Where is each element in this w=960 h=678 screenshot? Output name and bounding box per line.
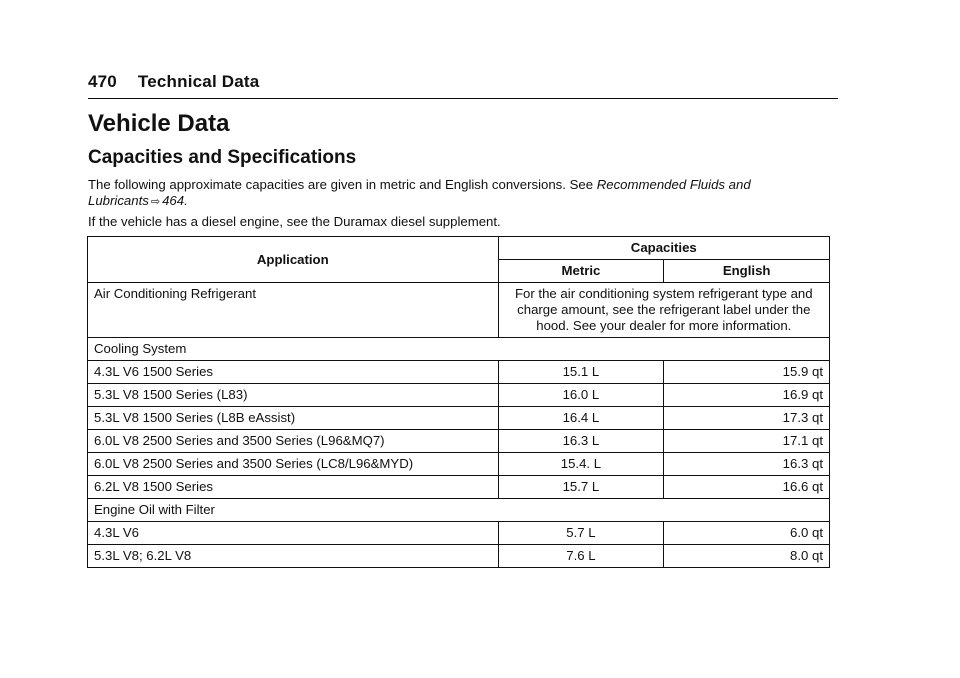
cell-application: 5.3L V8 1500 Series (L8B eAssist) (88, 407, 499, 430)
cell-english: 15.9 qt (664, 361, 830, 384)
table-body (88, 283, 830, 568)
table-row (88, 522, 830, 545)
cell-english: 6.0 qt (664, 522, 830, 545)
subsection-title: Capacities and Specifications (88, 147, 357, 168)
cell-metric: 5.7 L (498, 522, 664, 545)
page-number: 470 (88, 72, 117, 91)
cell-application: 6.0L V8 2500 Series and 3500 Series (L96&MQ7) (88, 430, 499, 453)
header-metric: Metric (498, 260, 664, 283)
chapter-title: Technical Data (137, 72, 260, 91)
table-row (88, 407, 830, 430)
table-row (88, 476, 830, 499)
cross-reference-link[interactable]: Recommended Fluids and Lubricants (88, 177, 751, 208)
cell-metric: 16.0 L (498, 384, 664, 407)
cell-application: 4.3L V6 1500 Series (88, 361, 499, 384)
table-row (88, 453, 830, 476)
table-row (88, 384, 830, 407)
cell-metric: 16.4 L (498, 407, 664, 430)
group-label: Cooling System (88, 338, 830, 361)
refrigerant-note: For the air conditioning system refrigerant type and charge amount, see the refrigerant label under the hood. See your dealer for more information. (498, 283, 829, 338)
page-header (88, 72, 259, 92)
header-divider (88, 98, 838, 99)
refrigerant-application: Air Conditioning Refrigerant (88, 283, 499, 338)
cell-application: 5.3L V8; 6.2L V8 (88, 545, 499, 568)
cross-reference-page[interactable]: 464. (162, 193, 188, 208)
group-row-cooling-system (88, 338, 830, 361)
diesel-note: If the vehicle has a diesel engine, see the Duramax diesel supplement. (88, 214, 501, 229)
group-row-engine-oil (88, 499, 830, 522)
cell-metric: 15.1 L (498, 361, 664, 384)
intro-paragraph (88, 177, 828, 210)
cell-english: 16.9 qt (664, 384, 830, 407)
cell-application: 4.3L V6 (88, 522, 499, 545)
table-row-refrigerant (88, 283, 830, 338)
cell-english: 16.3 qt (664, 453, 830, 476)
header-application: Application (88, 237, 499, 283)
cell-metric: 15.4. L (498, 453, 664, 476)
cell-application: 5.3L V8 1500 Series (L83) (88, 384, 499, 407)
cell-metric: 15.7 L (498, 476, 664, 499)
cell-english: 8.0 qt (664, 545, 830, 568)
table-row (88, 430, 830, 453)
cell-application: 6.2L V8 1500 Series (88, 476, 499, 499)
cell-english: 16.6 qt (664, 476, 830, 499)
table-row (88, 545, 830, 568)
header-english: English (664, 260, 830, 283)
cell-english: 17.3 qt (664, 407, 830, 430)
section-title: Vehicle Data (88, 110, 230, 137)
cell-metric: 16.3 L (498, 430, 664, 453)
cell-english: 17.1 qt (664, 430, 830, 453)
cell-application: 6.0L V8 2500 Series and 3500 Series (LC8/L96&MYD) (88, 453, 499, 476)
page-reference-icon: ⇨ (150, 196, 161, 208)
header-capacities: Capacities (498, 237, 829, 260)
cell-metric: 7.6 L (498, 545, 664, 568)
intro-text: The following approximate capacities are given in metric and English conversions. See (88, 177, 594, 192)
group-label: Engine Oil with Filter (88, 499, 830, 522)
capacities-table (87, 236, 830, 568)
table-row (88, 361, 830, 384)
